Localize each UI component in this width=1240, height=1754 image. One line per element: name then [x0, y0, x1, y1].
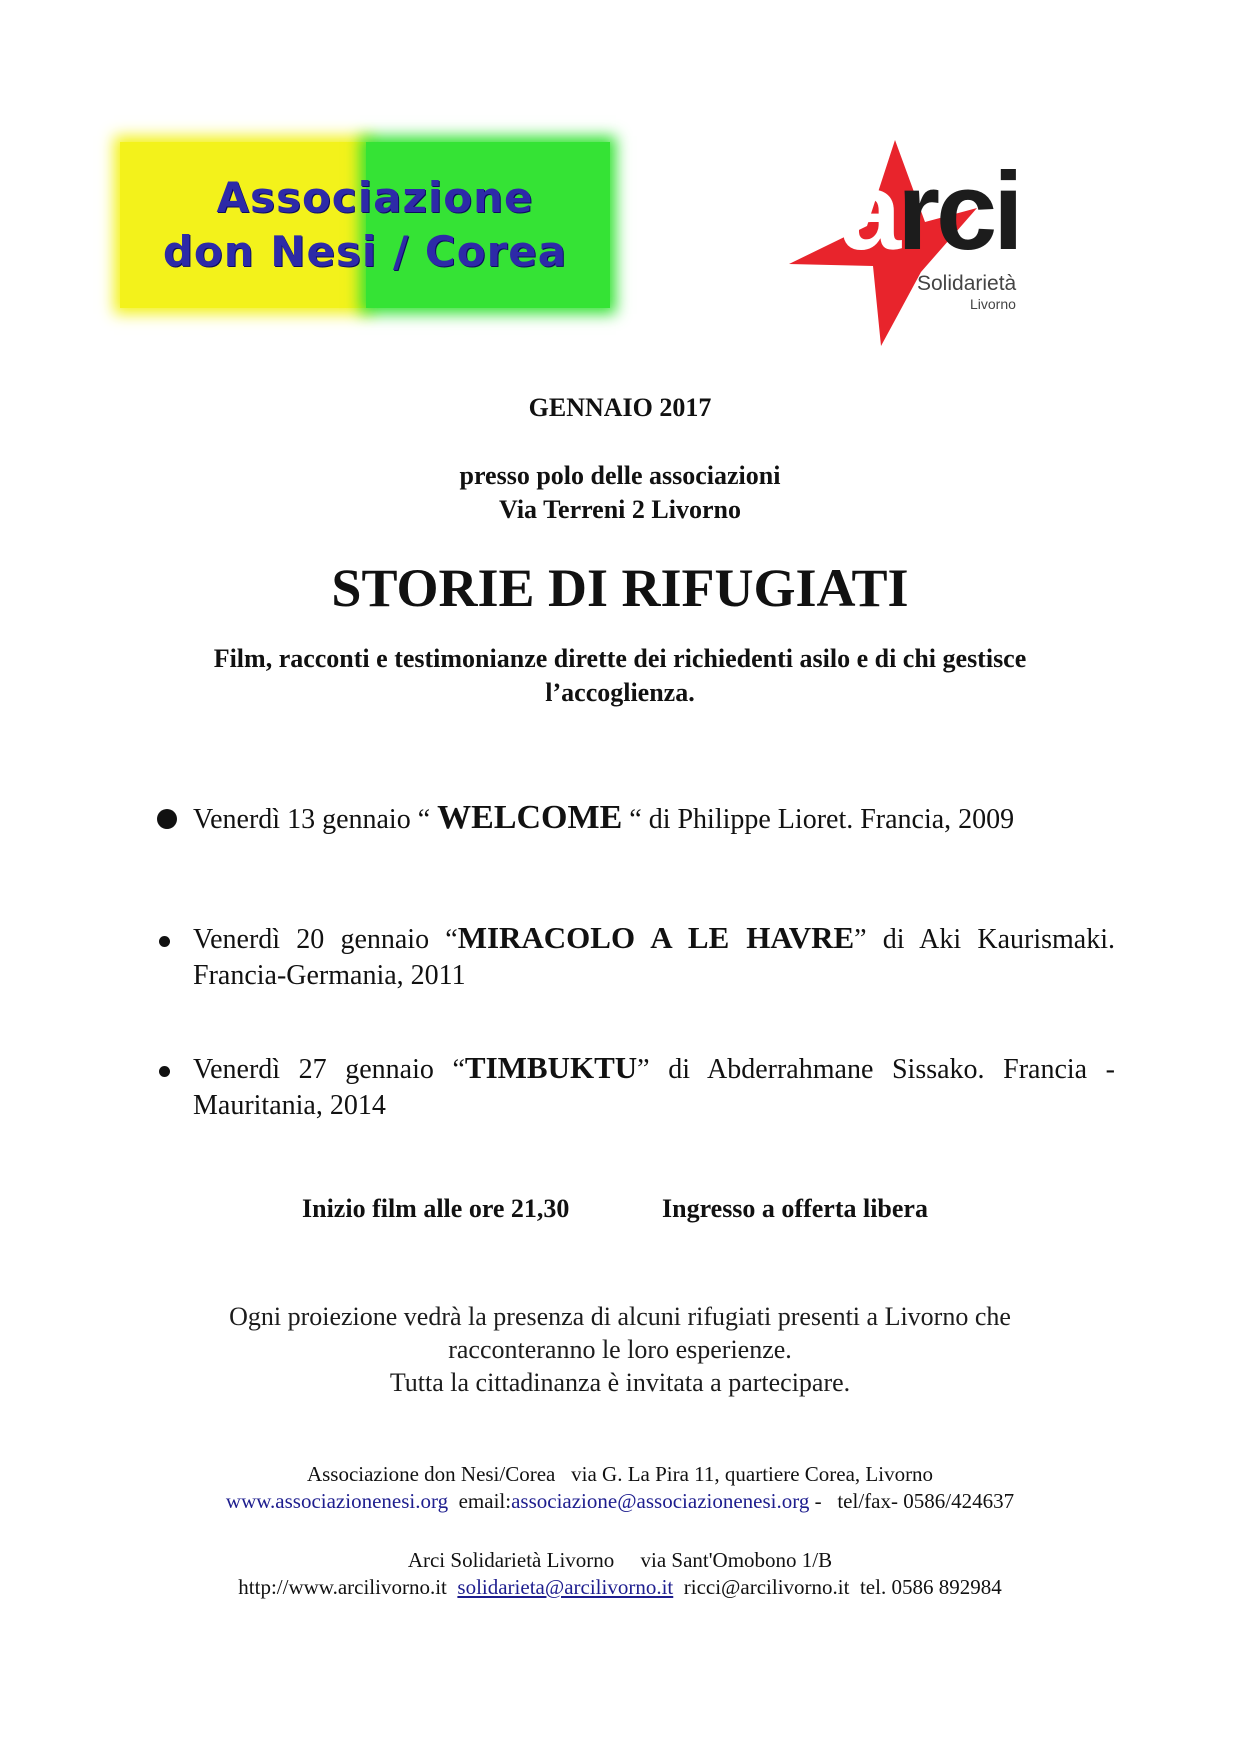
- logo-arci-wordmark: [840, 152, 1020, 272]
- logo-associazione-don-nesi: [120, 142, 610, 308]
- film-list-item: [193, 1050, 1115, 1124]
- film-list-item: [193, 920, 1115, 994]
- event-date: GENNAIO 2017: [528, 393, 712, 422]
- logo-arci-letter-a: a: [840, 150, 898, 273]
- note-line3: Tutta la cittadinanza è invitata a partecipare.: [389, 1368, 851, 1397]
- logo-arci-subtitle: Solidarietà: [917, 272, 1017, 295]
- footer-arci-name: Arci Solidarietà Livorno: [407, 1548, 615, 1572]
- film-details: ” di Abderrahmane Sissako. Francia - Mauritania, 2014: [193, 1054, 1115, 1121]
- footer-nesi-email-label: email:: [448, 1489, 512, 1513]
- venue-line2: Via Terreni 2 Livorno: [499, 495, 741, 524]
- footer-arci-email2: ricci@arcilivorno.it: [673, 1575, 850, 1599]
- footer-arci-email-link[interactable]: solidarieta@arcilivorno.it: [457, 1575, 674, 1599]
- film-details: “ di Philippe Lioret. Francia, 2009: [622, 804, 1015, 835]
- footer-nesi-street: via G. La Pira 11, quartiere Corea, Livorno: [555, 1462, 934, 1486]
- note-line2: racconteranno le loro esperienze.: [448, 1335, 792, 1364]
- footer-nesi-address: [0, 1461, 1240, 1488]
- film-date: Venerdì 20 gennaio “: [193, 924, 458, 955]
- footer-nesi-contacts: [0, 1488, 1240, 1515]
- footer-nesi-phone: - tel/fax- 0586/424637: [809, 1489, 1015, 1513]
- footer-arci-street: via Sant'Omobono 1/B: [614, 1548, 833, 1572]
- page-subtitle: Film, racconti e testimonianze dirette dei richiedenti asilo e di chi gestisce l’accoglienza.: [213, 644, 1027, 707]
- footer-nesi-website-link[interactable]: www.associazionenesi.org: [225, 1489, 449, 1513]
- footer-nesi-name: Associazione don Nesi/Corea: [306, 1462, 556, 1486]
- logo-arci-letters: rci: [897, 150, 1020, 273]
- logo-nesi-line2: don Nesi / Corea: [162, 227, 568, 276]
- film-date: Venerdì 13 gennaio “: [193, 804, 438, 835]
- film-details: ” di Aki Kaurismaki. Francia-Germania, 2011: [193, 924, 1116, 991]
- logo-nesi-line1: Associazione: [216, 173, 534, 222]
- bullet-icon: [159, 1066, 170, 1077]
- entry-fee: Ingresso a offerta libera: [662, 1194, 928, 1223]
- bullet-icon: [157, 809, 177, 829]
- footer-arci-website: http://www.arcilivorno.it: [238, 1575, 458, 1599]
- bullet-icon: [159, 936, 170, 947]
- footer-arci-phone: tel. 0586 892984: [849, 1575, 1002, 1599]
- start-time: Inizio film alle ore 21,30: [302, 1194, 570, 1223]
- film-title: TIMBUKTU: [464, 1050, 638, 1085]
- logo-arci-city: Livorno: [970, 296, 1016, 312]
- footer-arci-address: [0, 1547, 1240, 1574]
- venue-line1: presso polo delle associazioni: [459, 461, 781, 490]
- logo-nesi-text: [120, 142, 610, 308]
- note-line1: Ogni proiezione vedrà la presenza di alcuni rifugiati presenti a Livorno che: [229, 1302, 1011, 1331]
- film-title: MIRACOLO A LE HAVRE: [457, 920, 855, 955]
- footer-nesi-email-link[interactable]: associazione@associazionenesi.org: [511, 1489, 810, 1513]
- film-date: Venerdì 27 gennaio “: [193, 1054, 465, 1085]
- page-title: STORIE DI RIFUGIATI: [331, 558, 909, 618]
- footer-arci-contacts: [0, 1574, 1240, 1601]
- film-title: WELCOME: [437, 799, 623, 836]
- logo-arci: [785, 138, 1045, 348]
- film-list-item: [193, 800, 1115, 838]
